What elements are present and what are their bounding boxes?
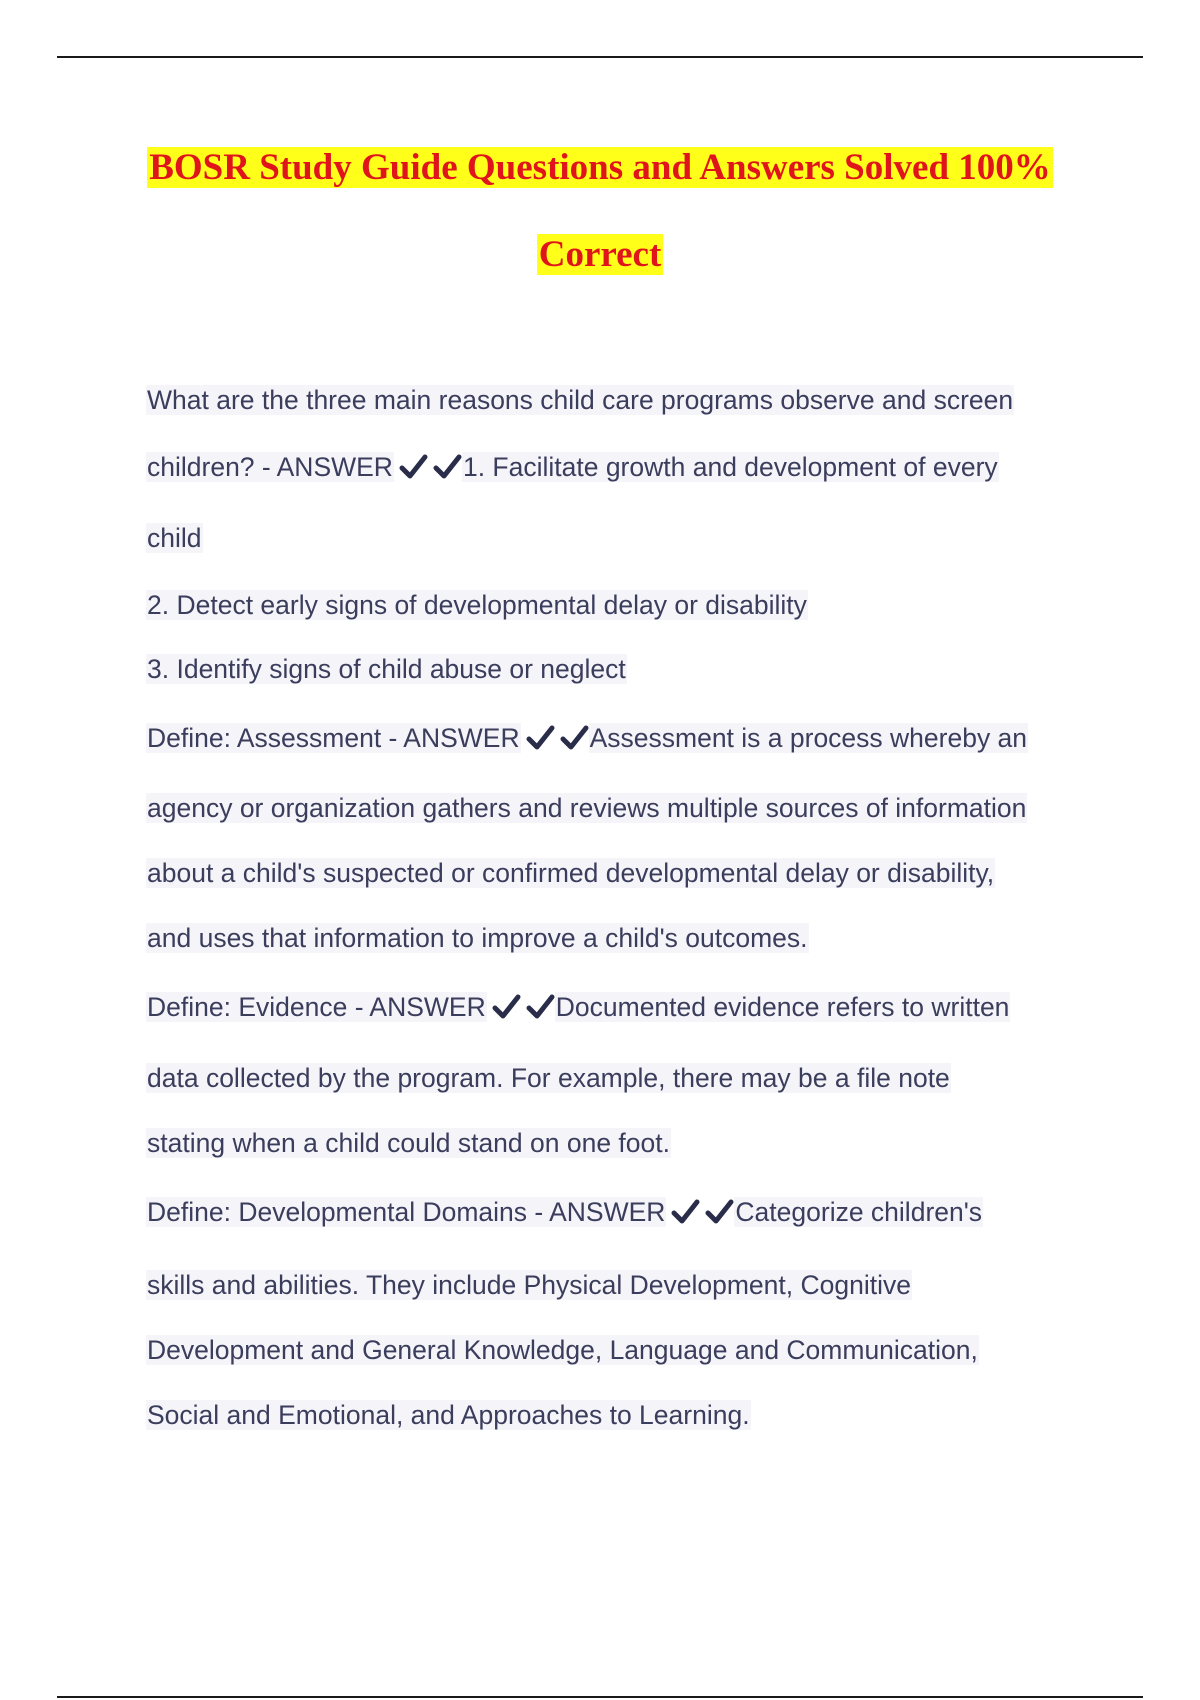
question-1-line-3: child <box>147 523 202 553</box>
question-1-line-1: What are the three main reasons child care programs observe and screen <box>147 385 1014 415</box>
question-4-line-1: Define: Developmental Domains - ANSWER Categorize children's <box>147 1197 983 1227</box>
answer-2-line-2: agency or organization gathers and reviews multiple sources of information <box>147 793 1027 823</box>
check-icon <box>525 992 555 1022</box>
question-3-line-1: Define: Evidence - ANSWER Documented evidence refers to written <box>147 992 1010 1022</box>
check-icon <box>491 992 521 1022</box>
answer-1-item-3: 3. Identify signs of child abuse or neglect <box>147 654 626 684</box>
check-icon <box>432 452 462 482</box>
check-icon <box>525 723 555 753</box>
answer-3-line-3: stating when a child could stand on one foot. <box>147 1128 670 1158</box>
check-icon <box>398 452 428 482</box>
answer-3-line-2: data collected by the program. For example, there may be a file note <box>147 1063 950 1093</box>
answer-1-item-2: 2. Detect early signs of developmental delay or disability <box>147 590 807 620</box>
answer-4-line-4: Social and Emotional, and Approaches to Learning. <box>147 1400 750 1430</box>
question-1-line-2: children? - ANSWER 1. Facilitate growth and development of every <box>147 452 998 482</box>
check-icon <box>704 1197 734 1227</box>
document-title-line2 <box>0 233 1200 277</box>
bottom-divider <box>57 1696 1143 1698</box>
answer-2-line-3: about a child's suspected or confirmed developmental delay or disability, <box>147 858 995 888</box>
check-icon <box>559 723 589 753</box>
check-icon <box>670 1197 700 1227</box>
document-title-text-2: Correct <box>538 234 662 275</box>
answer-2-line-4: and uses that information to improve a child's outcomes. <box>147 923 808 953</box>
question-2-line-1: Define: Assessment - ANSWER Assessment is a process whereby an <box>147 723 1028 753</box>
document-title-text-1: BOSR Study Guide Questions and Answers Solved 100% <box>149 147 1051 188</box>
answer-4-line-2: skills and abilities. They include Physical Development, Cognitive <box>147 1270 911 1300</box>
document-title-line1 <box>0 146 1200 190</box>
answer-4-line-3: Development and General Knowledge, Language and Communication, <box>147 1335 978 1365</box>
top-divider <box>57 56 1143 58</box>
